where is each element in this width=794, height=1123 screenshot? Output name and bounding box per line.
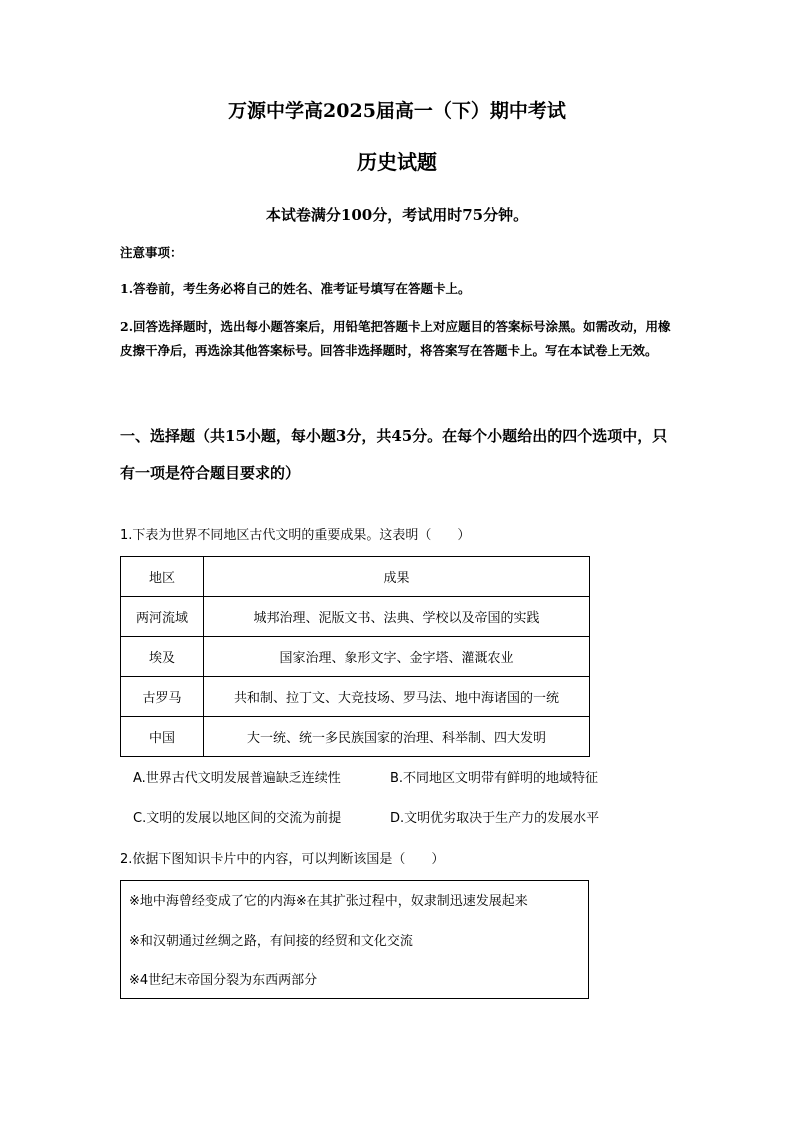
table-header-cell: 成果 [204,557,590,597]
exam-title: 万源中学高2025届高一（下）期中考试 [228,100,566,122]
card-line: ※地中海曾经变成了它的内海※在其扩张过程中，奴隶制迅速发展起来 [129,894,528,909]
question-1-option-d: D.文明优劣取决于生产力的发展水平 [390,811,600,826]
table-cell-region: 埃及 [121,637,204,677]
table-row [121,637,590,677]
subject-title: 历史试题 [357,150,437,174]
table-cell-region: 古罗马 [121,677,204,717]
question-2-stem: 2.依据下图知识卡片中的内容，可以判断该国是（ ） [120,852,445,867]
knowledge-card [120,880,589,999]
table-header-cell: 地区 [121,557,204,597]
exam-info: 本试卷满分100分，考试用时75分钟。 [265,206,529,224]
question-1-table [120,556,590,757]
question-1-option-b: B.不同地区文明带有鲜明的地域特征 [390,771,599,786]
question-1-option-c: C.文明的发展以地区间的交流为前提 [133,811,342,826]
note-item-2: 2.回答选择题时，选出每小题答案后，用铅笔把答题卡上对应题目的答案标号涂黑。如需改动，用橡皮擦干净后，再选涂其他答案标号。回答非选择题时，将答案写在答题卡上。写在本试卷上无效。 [120,319,671,358]
table-cell-achievement: 共和制、拉丁文、大竞技场、罗马法、地中海诸国的一统 [204,677,590,717]
question-1-stem: 1.下表为世界不同地区古代文明的重要成果。这表明（ ） [120,528,471,543]
card-line: ※4世纪末帝国分裂为东西两部分 [129,973,318,988]
card-line: ※和汉朝通过丝绸之路，有间接的经贸和文化交流 [129,934,413,949]
table-cell-region: 中国 [121,717,204,757]
table-row [121,717,590,757]
question-1-option-a: A.世界古代文明发展普遍缺乏连续性 [133,771,341,786]
table-row [121,677,590,717]
table-cell-region: 两河流域 [121,597,204,637]
table-row [121,597,590,637]
note-item-1: 1.答卷前，考生务必将自己的姓名、准考证号填写在答题卡上。 [120,281,471,296]
table-header-row [121,557,590,597]
table-cell-achievement: 城邦治理、泥版文书、法典、学校以及帝国的实践 [204,597,590,637]
table-cell-achievement: 大一统、统一多民族国家的治理、科举制、四大发明 [204,717,590,757]
section-title: 一、选择题（共15小题，每小题3分，共45分。在每个小题给出的四个选项中，只有一项是符合题目要求的） [120,427,668,482]
table-cell-achievement: 国家治理、象形文字、金字塔、灌溉农业 [204,637,590,677]
notes-heading: 注意事项： [120,245,183,260]
